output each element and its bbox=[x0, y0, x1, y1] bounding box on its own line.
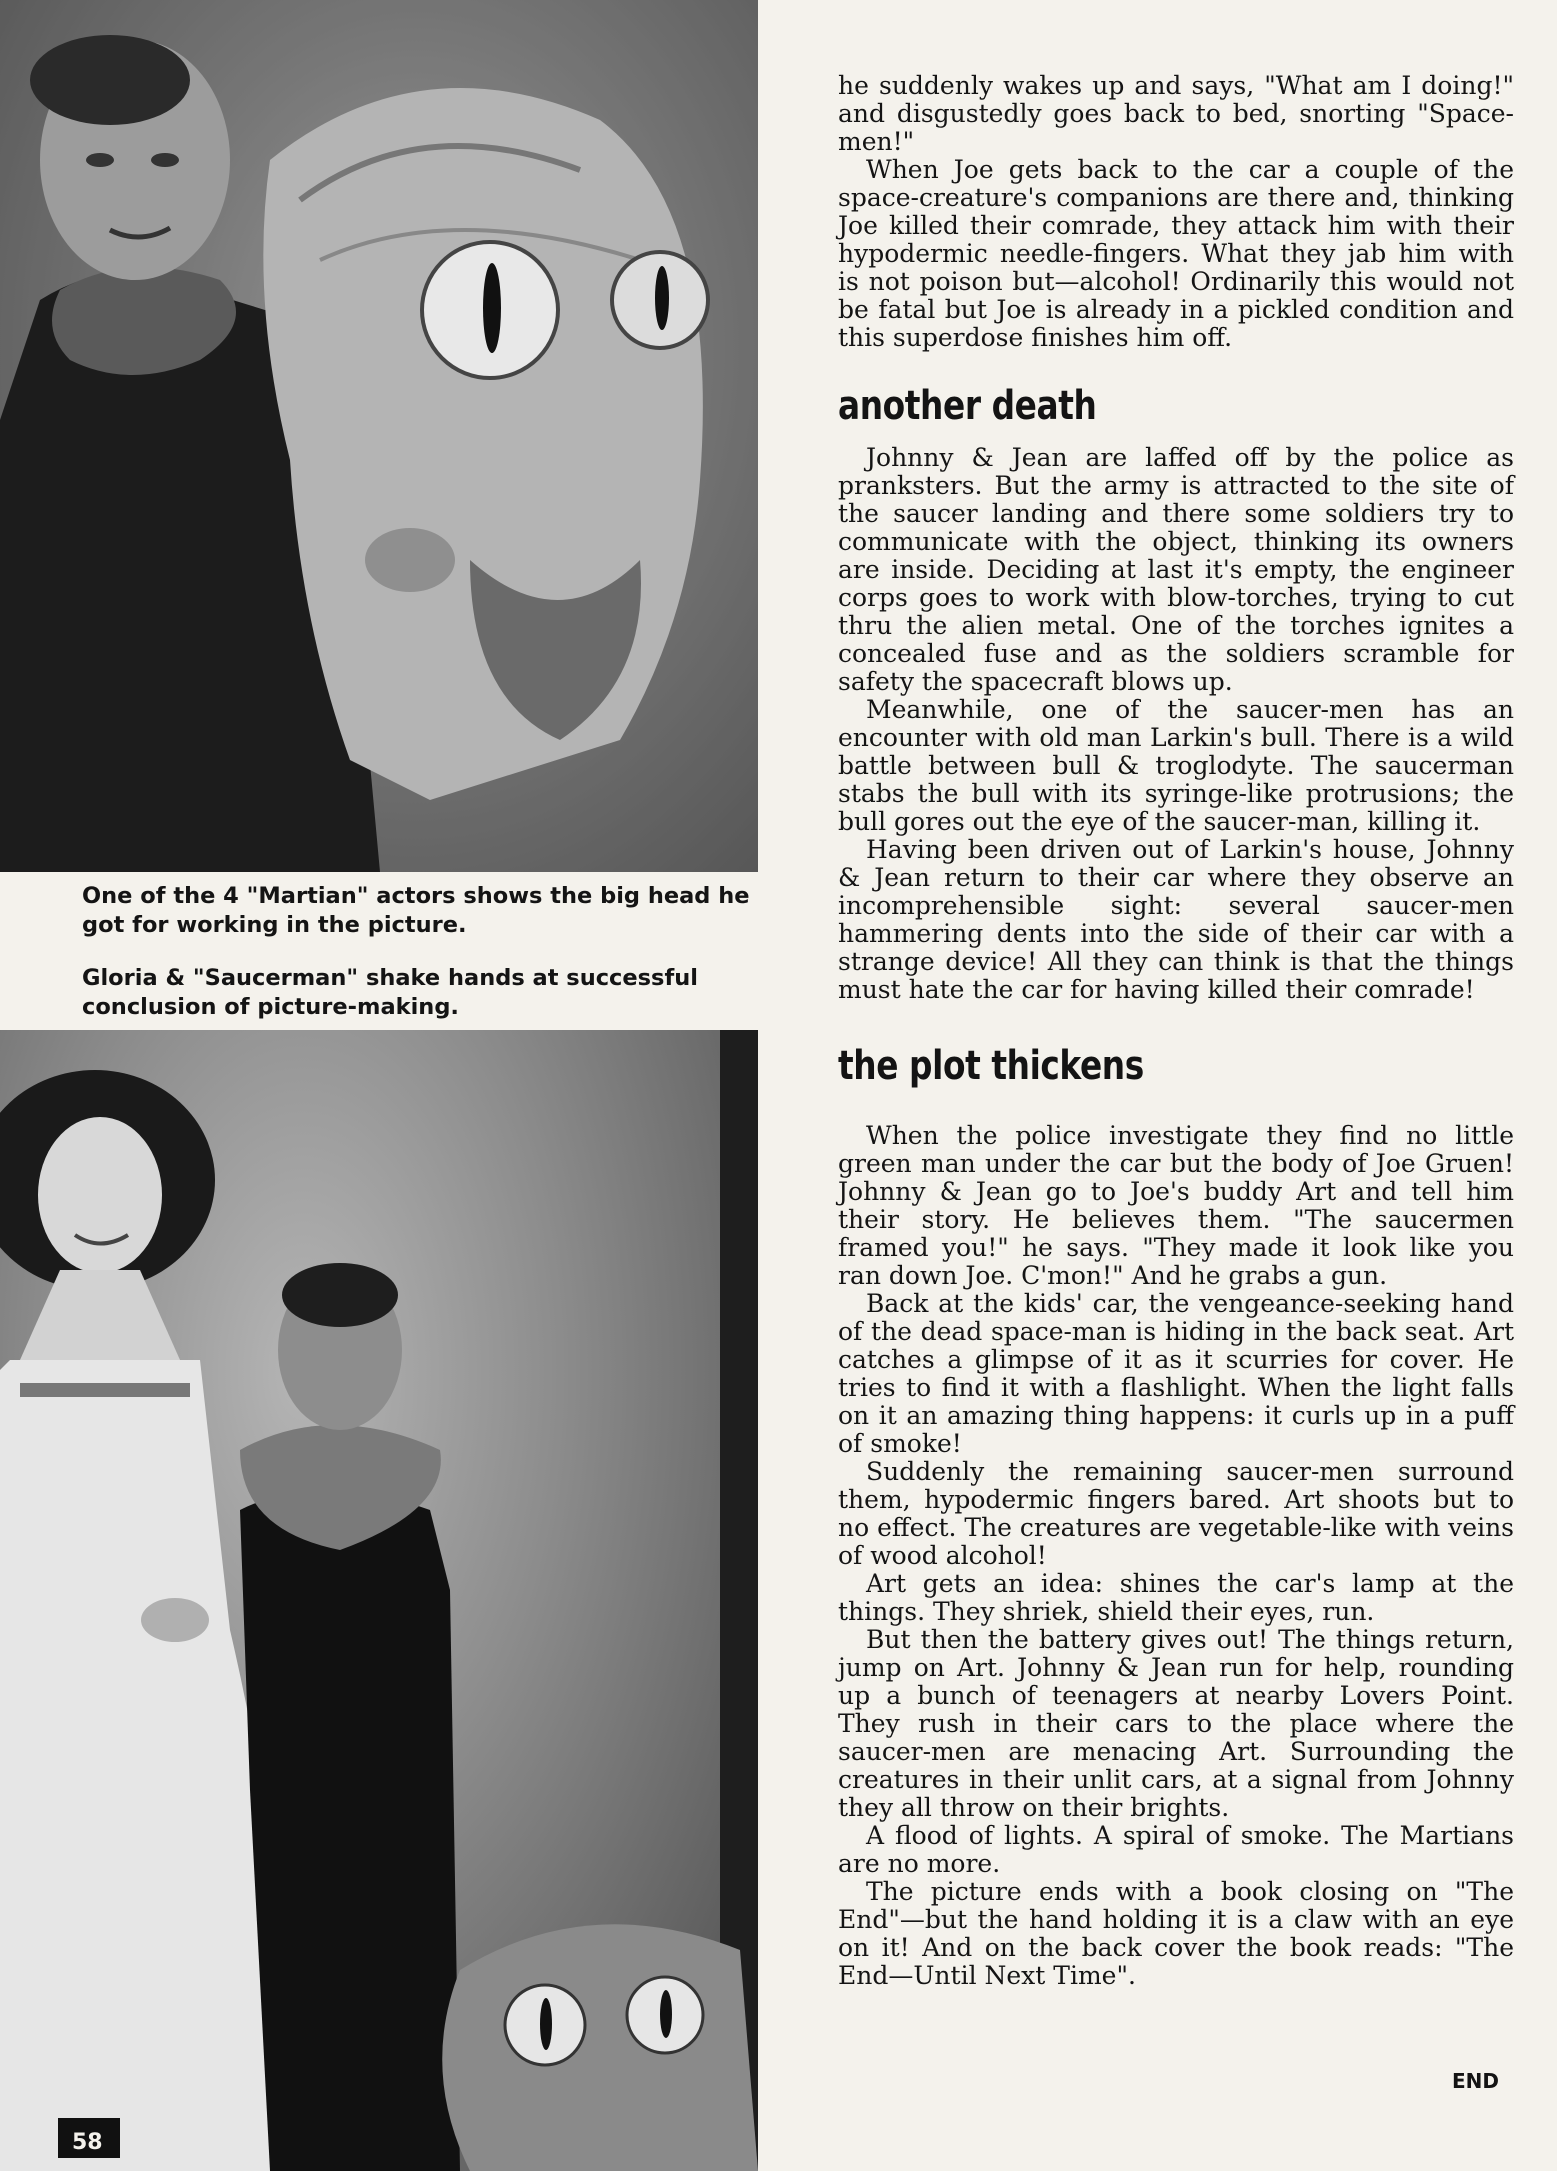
martian-actor-illustration bbox=[0, 0, 758, 872]
article-paragraph: Art gets an idea: shines the car's lamp at the things. They shriek, shield their eyes, run. bbox=[838, 1569, 1514, 1626]
section-heading-another-death: another death bbox=[838, 383, 1097, 429]
photo-captions bbox=[0, 872, 758, 1030]
caption-martian-actor: One of the 4 "Martian" actors shows the big head he got for working in the picture. bbox=[82, 883, 750, 938]
photo-gloria-and-saucerman bbox=[0, 1030, 758, 2171]
article-paragraph: Back at the kids' car, the vengeance-seeking hand of the dead space-man is hiding in the back seat. Art catches a glimpse of it as it scurries for cover. He tries to find it with a flashlight. When the light falls on it an amazing thing happens: it curls up in a puff of smoke! bbox=[838, 1289, 1514, 1458]
article-paragraph: The picture ends with a book closing on "The End"—but the hand holding it is a claw with an eye on it! And on the back cover the book reads: "The End—Until Next Time". bbox=[838, 1877, 1514, 1990]
article-paragraph: When Joe gets back to the car a couple of the space-creature's companions are there and, thinking Joe killed their comrade, they attack him with their hypodermic needle-fingers. What they jab him with is not poison but—alcohol! Ordinarily this would not be fatal but Joe is already in a pickled condition and this superdose finishes him off. bbox=[838, 155, 1514, 352]
article-paragraph: When the police investigate they find no little green man under the car but the body of Joe Gruen! Johnny & Jean go to Joe's buddy Art and tell him their story. He believes them. "The saucermen framed you!" he says. "They made it look like you ran down Joe. C'mon!" And he grabs a gun. bbox=[838, 1121, 1514, 1290]
article-paragraph: Suddenly the remaining saucer-men surround them, hypodermic fingers bared. Art shoots but to no effect. The creatures are vegetable-like with veins of wood alcohol! bbox=[838, 1457, 1514, 1570]
photo-martian-actor-with-mask bbox=[0, 0, 758, 872]
article-paragraph: Having been driven out of Larkin's house, Johnny & Jean return to their car where they observe an incomprehensible sight: several saucer-men hammering dents into the side of their car with a strange device! All they can think is that the things must hate the car for having killed their comrade! bbox=[838, 835, 1514, 1004]
photo-column bbox=[0, 0, 758, 2171]
article-text bbox=[838, 72, 1514, 1990]
gloria-saucerman-illustration bbox=[0, 1030, 758, 2171]
section-heading-the-plot-thickens: the plot thickens bbox=[838, 1043, 1144, 1089]
caption-gloria-saucerman: Gloria & "Saucerman" shake hands at successful conclusion of picture-making. bbox=[82, 965, 698, 1020]
article-paragraph: Meanwhile, one of the saucer-men has an encounter with old man Larkin's bull. There is a wild battle between bull & troglodyte. The saucerman stabs the bull with its syringe-like protrusions; the bull gores out the eye of the saucer-man, killing it. bbox=[838, 695, 1514, 836]
page-number: 58 bbox=[72, 2130, 103, 2155]
end-mark: END bbox=[1452, 2069, 1500, 2093]
article-paragraph: he suddenly wakes up and says, "What am I doing!" and disgustedly goes back to bed, snorting "Space-men!" bbox=[838, 71, 1514, 156]
article-paragraph: But then the battery gives out! The things return, jump on Art. Johnny & Jean run for help, rounding up a bunch of teenagers at nearby Lovers Point. They rush in their cars to the place where the saucer-men are menacing Art. Surrounding the creatures in their unlit cars, at a signal from Johnny they all throw on their brights. bbox=[838, 1625, 1514, 1822]
article-paragraph: Johnny & Jean are laffed off by the police as pranksters. But the army is attracted to the site of the saucer landing and there some soldiers try to communicate with the object, thinking its owners are inside. Deciding at last it's empty, the engineer corps goes to work with blow-torches, trying to cut thru the alien metal. One of the torches ignites a concealed fuse and as the soldiers scramble for safety the spacecraft blows up. bbox=[838, 443, 1514, 696]
article-paragraph: A flood of lights. A spiral of smoke. The Martians are no more. bbox=[838, 1821, 1514, 1878]
